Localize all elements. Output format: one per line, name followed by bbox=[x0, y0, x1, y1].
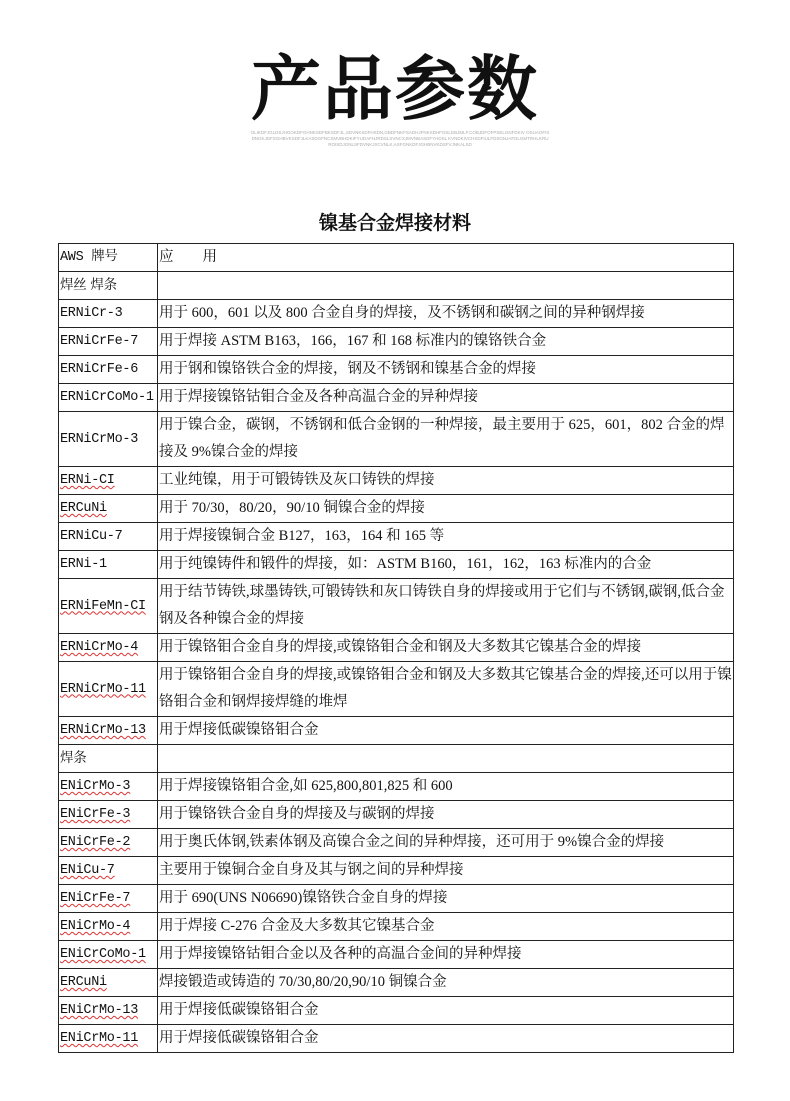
aws-code: ENiCrMo-11 bbox=[60, 1031, 139, 1046]
table-row bbox=[59, 969, 734, 997]
aws-code-cell bbox=[59, 412, 158, 467]
application-cell: 用于 70/30，80/20，90/10 铜镍合金的焊接 bbox=[158, 495, 734, 523]
application-cell: 用于镍铬铁合金自身的焊接及与碳钢的焊接 bbox=[158, 801, 734, 829]
application-cell: 用于结节铸铁,球墨铸铁,可锻铸铁和灰口铸铁自身的焊接或用于它们与不锈钢,碳钢,低合金钢及各种镍合金的焊接 bbox=[158, 579, 734, 634]
application-cell bbox=[158, 745, 734, 773]
table-row bbox=[59, 913, 734, 941]
table-row bbox=[59, 717, 734, 745]
table-row bbox=[59, 773, 734, 801]
aws-code-cell bbox=[59, 551, 158, 579]
aws-code: ENiCrFe-3 bbox=[60, 807, 131, 822]
aws-code: ERNiCr-3 bbox=[60, 306, 123, 321]
table-row bbox=[59, 328, 734, 356]
table-row bbox=[59, 997, 734, 1025]
aws-code: ERNiCu-7 bbox=[60, 529, 123, 544]
aws-code-cell bbox=[59, 1025, 158, 1053]
application-cell: 用于焊接镍铬钴钼合金及各种高温合金的异种焊接 bbox=[158, 384, 734, 412]
aws-code-cell bbox=[59, 941, 158, 969]
application-cell: 工业纯镍，用于可锻铸铁及灰口铸铁的焊接 bbox=[158, 467, 734, 495]
application-cell: 用于焊接镍铬钼合金,如 625,800,801,825 和 600 bbox=[158, 773, 734, 801]
application-cell: 主要用于镍铜合金自身及其与钢之间的异种焊接 bbox=[158, 857, 734, 885]
aws-code: 焊条 bbox=[60, 750, 87, 766]
application-cell: 用于焊接 C-276 合金及大多数其它镍基合金 bbox=[158, 913, 734, 941]
table-row bbox=[59, 356, 734, 384]
aws-code: ERNiFeMn-CI bbox=[60, 598, 146, 614]
table-row bbox=[59, 857, 734, 885]
aws-code-cell bbox=[59, 997, 158, 1025]
aws-code-cell bbox=[59, 773, 158, 801]
application-cell: 用于镍铬钼合金自身的焊接,或镍铬钼合金和钢及大多数其它镍基合金的焊接 bbox=[158, 634, 734, 662]
aws-code: ERCuNi bbox=[60, 975, 107, 990]
table-row bbox=[59, 885, 734, 913]
parameters-table bbox=[58, 243, 734, 1053]
table-row bbox=[59, 384, 734, 412]
aws-code-cell bbox=[59, 467, 158, 495]
application-cell: 焊接锻造或铸造的 70/30,80/20,90/10 铜镍合金 bbox=[158, 969, 734, 997]
aws-code: ERNi-CI bbox=[60, 473, 115, 488]
table-row bbox=[59, 941, 734, 969]
application-cell bbox=[158, 272, 734, 300]
aws-code-cell bbox=[59, 717, 158, 745]
section-title: 镍基合金焊接材料 bbox=[318, 212, 471, 234]
aws-code: ERNiCrCoMo-1 bbox=[60, 390, 154, 405]
aws-code-cell bbox=[59, 885, 158, 913]
table-header-row bbox=[59, 244, 734, 272]
aws-code-cell bbox=[59, 969, 158, 997]
table-section-row bbox=[59, 272, 734, 300]
table-row bbox=[59, 467, 734, 495]
aws-code-cell bbox=[59, 801, 158, 829]
page-title: 产品参数 bbox=[251, 48, 539, 130]
application-cell: 用于镍铬钼合金自身的焊接,或镍铬钼合金和钢及大多数其它镍基合金的焊接,还可以用于镍铬钼合金和钢焊接焊缝的堆焊 bbox=[158, 662, 734, 717]
aws-code-cell bbox=[59, 857, 158, 885]
application-cell: 用于纯镍铸件和锻件的焊接，如：ASTM B160，161，162，163 标准内的合金 bbox=[158, 551, 734, 579]
table-section-row bbox=[59, 745, 734, 773]
table-row bbox=[59, 523, 734, 551]
application-cell: 用于焊接低碳镍铬钼合金 bbox=[158, 1025, 734, 1053]
aws-code: ENiCrMo-3 bbox=[60, 779, 131, 794]
table-row bbox=[59, 579, 734, 634]
aws-code: 焊丝 焊条 bbox=[60, 277, 117, 293]
table-row bbox=[59, 551, 734, 579]
aws-code: ENiCrCoMo-1 bbox=[60, 947, 146, 962]
aws-code-cell bbox=[59, 328, 158, 356]
aws-code-cell bbox=[59, 272, 158, 300]
aws-code-cell bbox=[59, 579, 158, 634]
table-row bbox=[59, 801, 734, 829]
aws-code-cell bbox=[59, 495, 158, 523]
header-aws-code: AWS 牌号 bbox=[59, 244, 158, 272]
application-cell: 用于焊接低碳镍铬钼合金 bbox=[158, 997, 734, 1025]
aws-code-cell bbox=[59, 634, 158, 662]
application-cell: 用于焊接低碳镍铬钼合金 bbox=[158, 717, 734, 745]
application-cell: 用于 690(UNS N06690)镍铬铁合金自身的焊接 bbox=[158, 885, 734, 913]
aws-code: ERNiCrFe-7 bbox=[60, 334, 139, 349]
header-application: 应 用 bbox=[158, 244, 734, 272]
aws-code-cell bbox=[59, 913, 158, 941]
table-row bbox=[59, 300, 734, 328]
application-cell: 用于奥氏体钢,铁素体钢及高镍合金之间的异种焊接，还可用于 9%镍合金的焊接 bbox=[158, 829, 734, 857]
aws-code: ENiCrMo-13 bbox=[60, 1003, 139, 1018]
table-row bbox=[59, 1025, 734, 1053]
aws-code-cell bbox=[59, 662, 158, 717]
table-row bbox=[59, 412, 734, 467]
aws-code: ERNiCrFe-6 bbox=[60, 362, 139, 377]
aws-code-cell bbox=[59, 829, 158, 857]
aws-code: ENiCrFe-2 bbox=[60, 835, 131, 850]
table-row bbox=[59, 634, 734, 662]
application-cell: 用于钢和镍铬铁合金的焊接，钢及不锈钢和镍基合金的焊接 bbox=[158, 356, 734, 384]
aws-code-cell bbox=[59, 523, 158, 551]
aws-code: ERNiCrMo-13 bbox=[60, 723, 146, 738]
table-row bbox=[59, 662, 734, 717]
application-cell: 用于 600，601 以及 800 合金自身的焊接，及不锈钢和碳钢之间的异种钢焊接 bbox=[158, 300, 734, 328]
aws-code-cell bbox=[59, 356, 158, 384]
aws-code-cell bbox=[59, 745, 158, 773]
aws-code: ENiCrFe-7 bbox=[60, 891, 131, 906]
application-cell: 用于焊接 ASTM B163，166，167 和 168 标准内的镍铬铁合金 bbox=[158, 328, 734, 356]
application-cell: 用于镍合金，碳钢，不锈钢和低合金钢的一种焊接，最主要用于 625，601，802 合金的焊接及 9%镍合金的焊接 bbox=[158, 412, 734, 467]
aws-code-cell bbox=[59, 300, 158, 328]
aws-code: ERNiCrMo-4 bbox=[60, 640, 139, 655]
aws-code: ERNi-1 bbox=[60, 557, 107, 572]
aws-code: ENiCrMo-4 bbox=[60, 919, 131, 934]
aws-code: ERNiCrMo-11 bbox=[60, 681, 146, 697]
table-row bbox=[59, 829, 734, 857]
aws-code: ENiCu-7 bbox=[60, 863, 115, 878]
aws-code: ERCuNi bbox=[60, 501, 107, 516]
aws-code: ERNiCrMo-3 bbox=[60, 431, 139, 447]
application-cell: 用于焊接镍铜合金 B127，163，164 和 165 等 bbox=[158, 523, 734, 551]
decorative-watermark-text: OLIKDFJGLDSJHGOKDFGHNKSDFBKSDFJL,SDVNKSDFHSDN,GBDFNKFSADHJFNKSDHFOSLDBJMLF.COBJDFOFPSELGNFDKIV OSUAOFISDNGKJDFSGHBVKSDFJLKASDGFNCXMVBHDKIFYUDAFHJRDSLSVNCXJMVNBASDFYHDSL KVNDKIVCHSDFIULFDSGNJAFDLGMTRHLKRUROISDJGNLSFDVNKJXCVNLK,ASFGNKDFJGHBNVKDSFVJNKALSD bbox=[250, 130, 550, 147]
aws-code-cell bbox=[59, 384, 158, 412]
application-cell: 用于焊接镍铬钴钼合金以及各种的高温合金间的异种焊接 bbox=[158, 941, 734, 969]
table-row bbox=[59, 495, 734, 523]
